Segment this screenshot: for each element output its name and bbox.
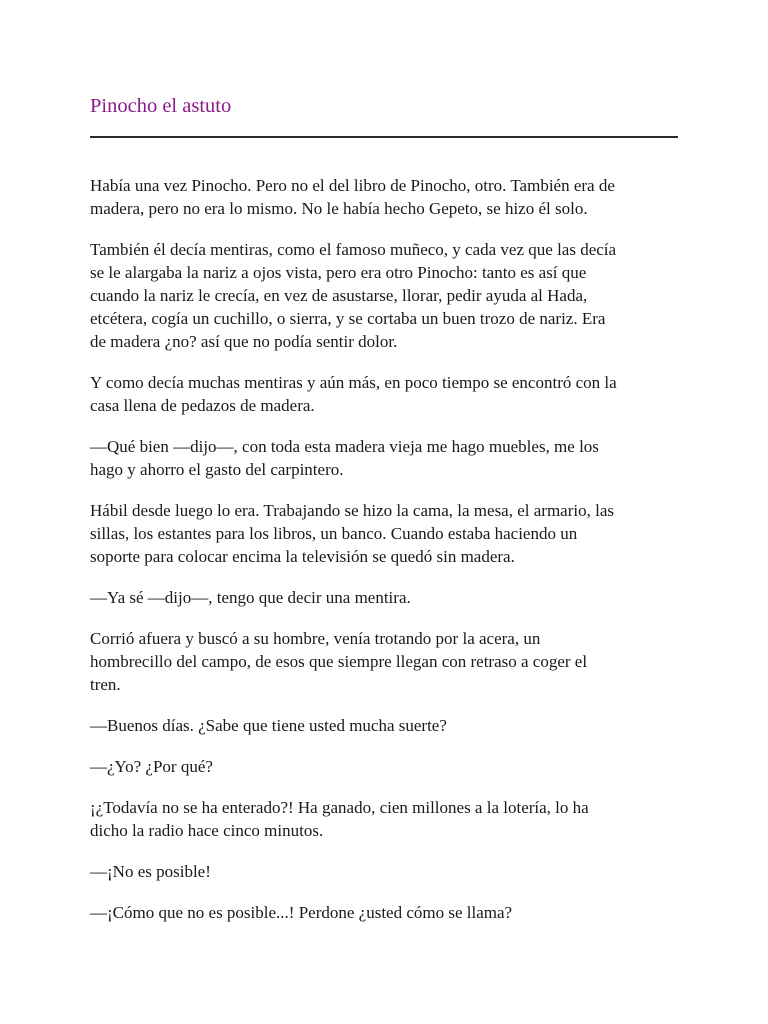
paragraph-line: —¡No es posible! (90, 862, 211, 881)
title-divider (90, 136, 678, 138)
paragraph-line: tren. (90, 675, 121, 694)
paragraph-line: También él decía mentiras, como el famoso muñeco, y cada vez que las decía (90, 240, 617, 259)
paragraph-line: —¡Cómo que no es posible...! Perdone ¿usted cómo se llama? (90, 903, 513, 922)
page-title: Pinocho el astuto (90, 95, 232, 117)
paragraph (90, 586, 690, 609)
paragraph-line: hombrecillo del campo, de esos que siempre llegan con retraso a coger el (90, 652, 588, 671)
paragraph (90, 435, 690, 481)
paragraph-line: de madera ¿no? así que no podía sentir dolor. (90, 332, 398, 351)
paragraph (90, 714, 690, 737)
paragraph-line: —Qué bien —dijo—, con toda esta madera vieja me hago muebles, me los (90, 437, 599, 456)
paragraph (90, 627, 690, 696)
paragraph (90, 174, 690, 220)
paragraph (90, 238, 690, 353)
paragraph (90, 901, 690, 924)
paragraph-line: etcétera, cogía un cuchillo, o sierra, y se cortaba un buen trozo de nariz. Era (90, 309, 606, 328)
paragraph-line: —Ya sé —dijo—, tengo que decir una mentira. (90, 588, 411, 607)
paragraph-line: Y como decía muchas mentiras y aún más, en poco tiempo se encontró con la (90, 373, 617, 392)
paragraph (90, 499, 690, 568)
paragraph-line: ¡¿Todavía no se ha enterado?! Ha ganado, cien millones a la lotería, lo ha (90, 798, 589, 817)
paragraph-line: sillas, los estantes para los libros, un banco. Cuando estaba haciendo un (90, 524, 578, 543)
paragraph-line: soporte para colocar encima la televisión se quedó sin madera. (90, 547, 515, 566)
paragraph (90, 755, 690, 778)
paragraph-line: Había una vez Pinocho. Pero no el del libro de Pinocho, otro. También era de (90, 176, 615, 195)
paragraph-line: casa llena de pedazos de madera. (90, 396, 315, 415)
paragraph-line: —Buenos días. ¿Sabe que tiene usted mucha suerte? (90, 716, 447, 735)
paragraph-line: madera, pero no era lo mismo. No le había hecho Gepeto, se hizo él solo. (90, 199, 588, 218)
paragraph-line: dicho la radio hace cinco minutos. (90, 821, 324, 840)
paragraph-line: Corrió afuera y buscó a su hombre, venía trotando por la acera, un (90, 629, 541, 648)
paragraph (90, 371, 690, 417)
paragraph-line: —¿Yo? ¿Por qué? (90, 757, 213, 776)
paragraph (90, 796, 690, 842)
paragraph-line: Hábil desde luego lo era. Trabajando se hizo la cama, la mesa, el armario, las (90, 501, 614, 520)
paragraph-line: cuando la nariz le crecía, en vez de asustarse, llorar, pedir ayuda al Hada, (90, 286, 588, 305)
paragraph (90, 860, 690, 883)
paragraph-line: hago y ahorro el gasto del carpintero. (90, 460, 344, 479)
document-body (90, 174, 690, 942)
paragraph-line: se le alargaba la nariz a ojos vista, pero era otro Pinocho: tanto es así que (90, 263, 587, 282)
